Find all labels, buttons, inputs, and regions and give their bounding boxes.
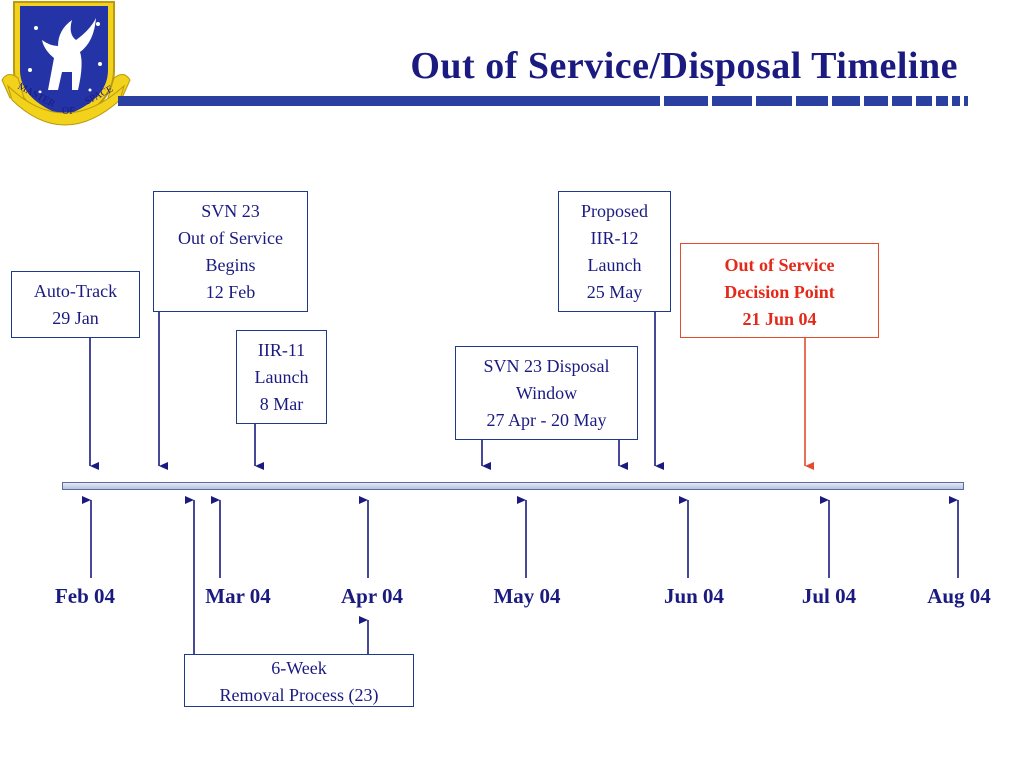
event-line: Decision Point <box>724 282 835 302</box>
event-line: 21 Jun 04 <box>742 309 817 329</box>
event-removal-process <box>184 654 414 707</box>
event-line: 29 Jan <box>52 308 99 328</box>
event-line: Launch <box>254 367 309 387</box>
month-jul: Jul 04 <box>801 584 857 608</box>
event-iir12-launch <box>558 191 671 312</box>
page-title: Out of Service/Disposal Timeline <box>410 45 958 87</box>
month-may: May 04 <box>493 584 561 608</box>
event-auto-track <box>11 271 140 338</box>
event-svn23-out-of-service <box>153 191 308 312</box>
event-line: 12 Feb <box>205 282 256 302</box>
event-line: Begins <box>205 255 256 275</box>
month-mar: Mar 04 <box>205 584 271 608</box>
event-line: SVN 23 <box>201 201 260 221</box>
month-apr: Apr 04 <box>340 584 404 608</box>
event-line: 6-Week <box>271 658 327 678</box>
event-line: IIR-11 <box>257 340 306 360</box>
month-feb: Feb 04 <box>54 584 116 608</box>
event-line: Launch <box>587 255 642 275</box>
event-line: SVN 23 Disposal <box>483 356 610 376</box>
event-svn23-disposal-window <box>455 346 638 440</box>
event-line: Out of Service <box>724 255 835 275</box>
month-aug: Aug 04 <box>927 584 991 608</box>
logo-word-master: MASTER <box>15 81 57 110</box>
logo-word-of: OF <box>62 106 75 117</box>
event-line: 27 Apr - 20 May <box>486 410 607 430</box>
event-line: Proposed <box>581 201 648 221</box>
event-iir11-launch <box>236 330 327 424</box>
month-jun: Jun 04 <box>663 584 725 608</box>
event-decision-point <box>680 243 879 338</box>
event-line: IIR-12 <box>590 228 639 248</box>
event-line: Removal Process (23) <box>219 685 379 705</box>
logo-word-space: SPACE <box>83 83 116 108</box>
event-line: Out of Service <box>178 228 283 248</box>
event-line: 8 Mar <box>259 394 304 414</box>
event-line: Auto-Track <box>33 281 118 301</box>
event-line: 25 May <box>586 282 643 302</box>
event-line: Window <box>515 383 578 403</box>
